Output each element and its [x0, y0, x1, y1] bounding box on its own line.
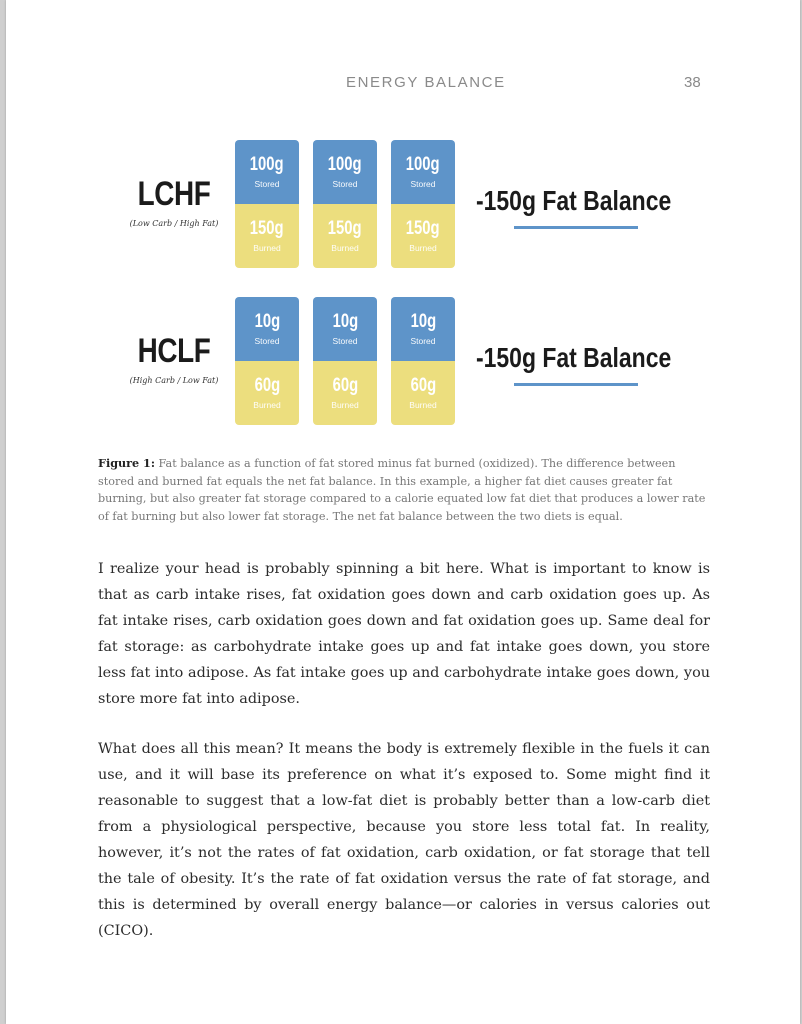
stored-label: Stored — [254, 336, 280, 346]
burned-amount: 150g — [406, 218, 440, 239]
body-paragraph-1: I realize your head is probably spinning a bit here. What is important to know is that as carb intake rises, fat oxidation goes down and carb oxidation goes up. As fat intake rises, carb oxidation goes down and fat oxidation goes up. Same deal for fat storage: as carbohydrate intake goes up and fat intake goes down, you store less fat into adipose. As fat intake goes up and carbohydrate intake goes down, you store more fat into adipose. — [98, 561, 710, 707]
fat-block — [391, 140, 455, 268]
burned-cell — [391, 204, 455, 268]
diet-label-lchf — [94, 176, 254, 228]
fat-balance-lchf: -150g Fat Balance — [476, 185, 672, 216]
burned-cell — [313, 204, 377, 268]
fat-block — [235, 140, 299, 268]
stored-label: Stored — [332, 336, 358, 346]
stored-cell — [235, 140, 299, 204]
figure-caption-text: Fat balance as a function of fat stored minus fat burned (oxidized). The difference between stored and burned fat equals the net fat balance. In this example, a higher fat diet causes greater fat burning, but also greater fat storage compared to a calorie equated low fat diet that produces a lower rate of fat burning but also lower fat storage. The net fat balance between the two diets is equal. — [98, 457, 706, 523]
fat-block — [235, 297, 299, 425]
diet-label-hclf — [94, 333, 254, 385]
burned-amount: 60g — [410, 375, 436, 396]
burned-label: Burned — [253, 243, 281, 253]
burned-amount: 150g — [328, 218, 362, 239]
stored-amount: 10g — [332, 311, 358, 332]
stored-amount: 100g — [250, 154, 284, 175]
burned-label: Burned — [331, 400, 359, 410]
burned-label: Burned — [331, 243, 359, 253]
stored-cell — [391, 140, 455, 204]
running-header-title: ENERGY BALANCE — [346, 74, 506, 91]
burned-label: Burned — [253, 400, 281, 410]
stored-amount: 10g — [254, 311, 280, 332]
fat-balance-hclf: -150g Fat Balance — [476, 342, 672, 373]
stored-amount: 100g — [328, 154, 362, 175]
diet-name: LCHF — [137, 175, 211, 213]
stored-label: Stored — [332, 179, 358, 189]
burned-amount: 150g — [250, 218, 284, 239]
stored-cell — [313, 297, 377, 361]
burned-label: Burned — [409, 243, 437, 253]
book-page — [6, 0, 800, 1024]
figure-caption-label: Figure 1: — [98, 456, 155, 470]
stored-amount: 100g — [406, 154, 440, 175]
stored-label: Stored — [410, 179, 436, 189]
diet-name: HCLF — [137, 332, 211, 370]
burned-cell — [391, 361, 455, 425]
balance-underline — [514, 226, 638, 229]
body-paragraph-2: What does all this mean? It means the body is extremely flexible in the fuels it can use, and it will base its preference on what it’s exposed to. Some might find it reasonable to suggest that a low-fat diet is probably better than a low-carb diet from a physiological perspective, because you store less total fat. In reality, however, it’s not the rates of fat oxidation, carb oxidation, or fat storage that tell the tale of obesity. It’s the rate of fat oxidation versus the rate of fat storage, and this is determined by overall energy balance—or calories in versus calories out (CICO). — [98, 741, 710, 939]
figure-caption — [98, 455, 710, 525]
balance-underline — [514, 383, 638, 386]
fat-block — [313, 297, 377, 425]
page-number: 38 — [684, 74, 701, 91]
fat-block — [313, 140, 377, 268]
stored-label: Stored — [254, 179, 280, 189]
diet-subtitle: (High Carb / Low Fat) — [129, 376, 219, 385]
burned-amount: 60g — [332, 375, 358, 396]
burned-cell — [235, 361, 299, 425]
stored-cell — [391, 297, 455, 361]
stored-label: Stored — [410, 336, 436, 346]
burned-cell — [235, 204, 299, 268]
stored-cell — [313, 140, 377, 204]
stored-amount: 10g — [410, 311, 436, 332]
burned-cell — [313, 361, 377, 425]
burned-label: Burned — [409, 400, 437, 410]
fat-block — [391, 297, 455, 425]
burned-amount: 60g — [254, 375, 280, 396]
diet-subtitle: (Low Carb / High Fat) — [129, 219, 219, 228]
stored-cell — [235, 297, 299, 361]
